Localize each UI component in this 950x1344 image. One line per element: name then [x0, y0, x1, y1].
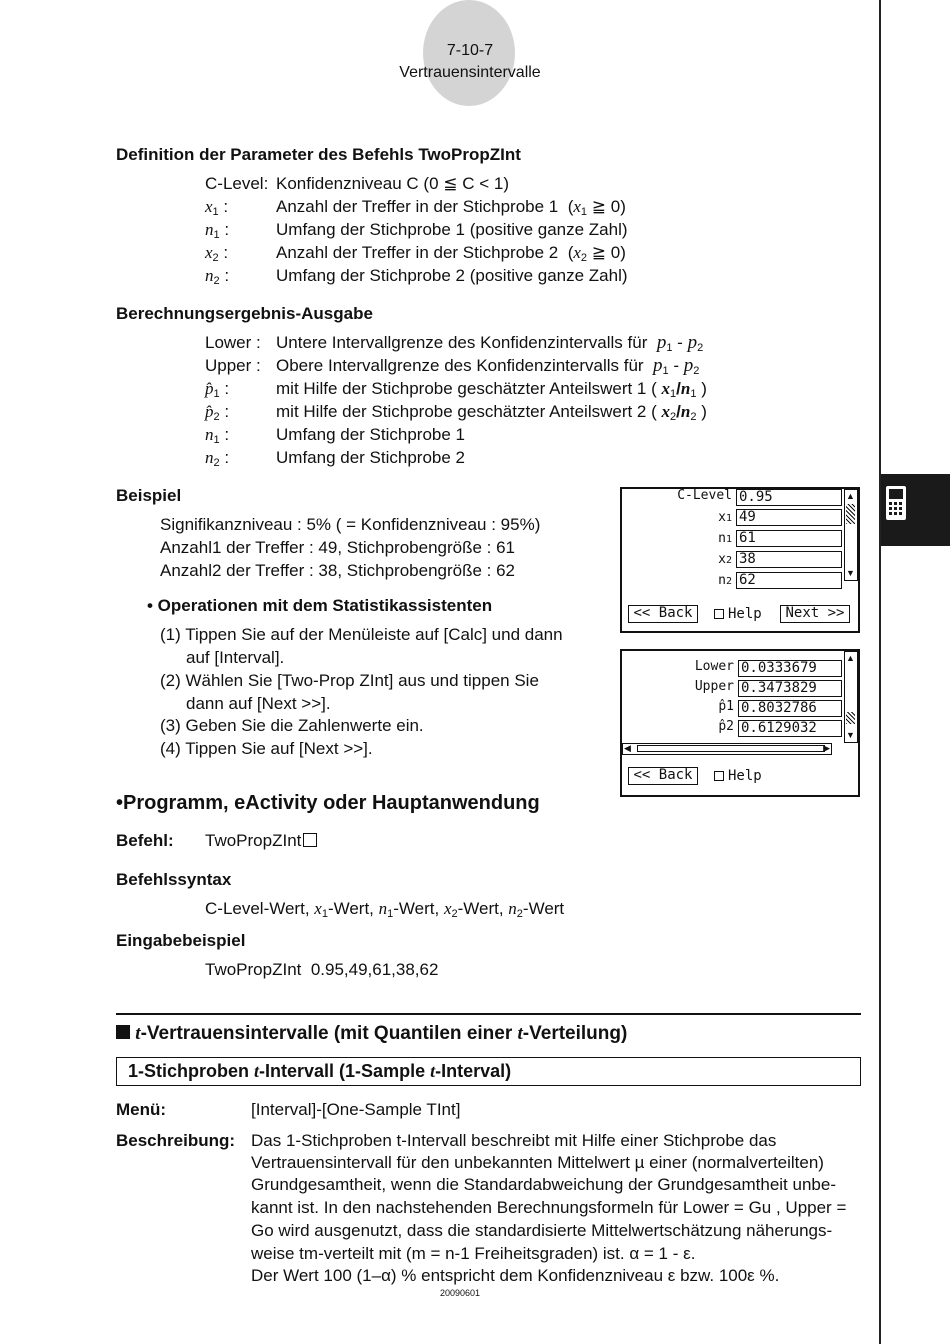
- scroll-down-icon[interactable]: ▼: [846, 730, 855, 740]
- upper-desc: Obere Intervallgrenze des Konfidenzintervalls für: [276, 356, 644, 375]
- calculator-screen-result: [620, 649, 860, 797]
- box-mid: -Intervall (1-Sample: [259, 1061, 431, 1081]
- x1-cond: ≧ 0): [591, 197, 626, 216]
- desc-line: Das 1-Stichproben t-Intervall beschreibt mit Hilfe einer Stichprobe das: [251, 1131, 777, 1150]
- chapter-tab: [881, 474, 950, 546]
- desc-label: Beschreibung:: [116, 1131, 236, 1150]
- back-button[interactable]: << Back: [628, 605, 698, 623]
- field-label-upper: Upper: [694, 679, 734, 694]
- step-item: (1) Tippen Sie auf der Menüleiste auf [Calc] und dann: [160, 625, 563, 644]
- x1-input[interactable]: 49: [736, 509, 842, 526]
- x2-row: Anzahl der Treffer in der Stichprobe 2 ($x_2$ ≧ 0): [276, 243, 626, 264]
- help-label: Help: [728, 768, 762, 784]
- n1-input[interactable]: 61: [736, 530, 842, 547]
- clevel-label: C-Level:: [205, 174, 269, 193]
- step-item: (4) Tippen Sie auf [Next >>].: [160, 739, 373, 758]
- desc-line: kannt ist. In den nachstehenden Berechnungsformeln für Lower = Gu , Upper =: [251, 1198, 847, 1217]
- clevel-input[interactable]: 0.95: [736, 489, 842, 506]
- footer-code: 20090601: [440, 1288, 481, 1298]
- menu-value: [Interval]-[One-Sample TInt]: [251, 1100, 461, 1119]
- out-n2-label: $n_2$ :: [205, 448, 230, 469]
- p1hat-output: 0.8032786: [738, 700, 842, 717]
- field-label-x2: x2: [718, 552, 732, 567]
- back-button[interactable]: << Back: [628, 767, 698, 785]
- out-n1-label: $n_1$ :: [205, 425, 230, 446]
- params-title: Definition der Parameter des Befehls TwoPropZInt: [116, 145, 521, 164]
- square-bullet-icon: [116, 1025, 130, 1039]
- n2-desc: Umfang der Stichprobe 2 (positive ganze Zahl): [276, 266, 628, 285]
- help-checkbox[interactable]: [714, 606, 762, 622]
- scroll-left-icon[interactable]: ◀: [624, 743, 631, 753]
- field-label-p2hat: p̂2: [718, 719, 734, 734]
- next-button[interactable]: Next >>: [780, 605, 850, 623]
- p1hat-row: mit Hilfe der Stichprobe geschätzter Anteilswert 1 ( $x_1/n_1$ ): [276, 379, 707, 400]
- lower-output: 0.0333679: [738, 660, 842, 677]
- desc-line: Vertrauensintervall für den unbekannten Mittelwert µ einer (normalverteilten): [251, 1153, 824, 1172]
- desc-line: Grundgesamtheit, wenn die Standardabweichung der Grundgesamtheit unbe-: [251, 1175, 836, 1194]
- x2-label: $x_2$ :: [205, 243, 229, 264]
- field-label-lower: Lower: [694, 659, 734, 674]
- n2-input[interactable]: 62: [736, 572, 842, 589]
- t-section-title: t-Vertrauensintervalle (mit Quantilen einer t-Verteilung): [116, 1023, 627, 1045]
- input-example-title: Eingabebeispiel: [116, 931, 246, 950]
- calculator-icon: [881, 474, 950, 546]
- x2-desc: Anzahl der Treffer in der Stichprobe 2: [276, 243, 559, 262]
- upper-output: 0.3473829: [738, 680, 842, 697]
- help-label: Help: [728, 606, 762, 622]
- befehl-value: TwoPropZInt: [205, 831, 302, 850]
- x2-input[interactable]: 38: [736, 551, 842, 568]
- subsection-title: 1-Stichproben t-Intervall (1-Sample t-Interval): [128, 1061, 512, 1081]
- syntax-line: C-Level-Wert, $x_1$-Wert, $n_1$-Wert, $x_2$-Wert, $n_2$-Wert: [205, 899, 565, 920]
- field-label-p1hat: p̂1: [718, 699, 734, 714]
- exe-box-icon: [303, 833, 317, 847]
- out-n1-desc: Umfang der Stichprobe 1: [276, 425, 465, 444]
- scrollbar[interactable]: [844, 651, 858, 743]
- scroll-up-icon[interactable]: ▲: [846, 491, 855, 501]
- input-example: TwoPropZInt 0.95,49,61,38,62: [205, 960, 439, 979]
- checkbox-icon[interactable]: [714, 771, 724, 781]
- scroll-thumb[interactable]: [846, 712, 855, 724]
- field-label-x1: x1: [718, 510, 732, 525]
- example-line: Anzahl1 der Treffer : 49, Stichprobengröße : 61: [160, 538, 516, 557]
- befehl-label: Befehl:: [116, 831, 174, 850]
- step-item: auf [Interval].: [186, 648, 285, 667]
- ops-title: • Operationen mit dem Statistikassistenten: [147, 596, 493, 615]
- befehl-row: [205, 830, 317, 852]
- n1-desc: Umfang der Stichprobe 1 (positive ganze Zahl): [276, 220, 628, 239]
- checkbox-icon[interactable]: [714, 609, 724, 619]
- upper-label: Upper :: [205, 356, 261, 375]
- lower-row: Untere Intervallgrenze des Konfidenzintervalls für $p_1 - p_2$: [276, 332, 704, 354]
- desc-line: weise tm-verteilt mit (m = n-1 Freiheitsgraden) ist. α = 1 - ε.: [251, 1244, 696, 1263]
- section-title: Vertrauensintervalle: [399, 64, 541, 81]
- p2hat-row: mit Hilfe der Stichprobe geschätzter Anteilswert 2 ( $x_2/n_2$ ): [276, 402, 707, 423]
- scroll-right-icon[interactable]: ▶: [823, 743, 830, 753]
- section-divider: [116, 1013, 861, 1015]
- p2hat-output: 0.6129032: [738, 720, 842, 737]
- x2-cond: ≧ 0): [591, 243, 626, 262]
- x1-label: $x_1$ :: [205, 197, 229, 218]
- box-pre: 1-Stichproben: [128, 1061, 255, 1081]
- scroll-thumb[interactable]: [637, 745, 825, 752]
- lower-desc: Untere Intervallgrenze des Konfidenzintervalls für: [276, 333, 648, 352]
- syntax-title: Befehlssyntax: [116, 870, 232, 889]
- step-item: (3) Geben Sie die Zahlenwerte ein.: [160, 716, 424, 735]
- scroll-thumb[interactable]: [846, 504, 855, 524]
- page-number: 7-10-7: [446, 42, 494, 59]
- desc-line: Go wird ausgenutzt, dass die standardisierte Mittelwertschätzung näherungs-: [251, 1221, 833, 1240]
- p2hat-label: $p̂_2$ :: [205, 402, 230, 423]
- right-margin-rule: [879, 0, 881, 1344]
- p2hat-desc: mit Hilfe der Stichprobe geschätzter Anteilswert 2 (: [276, 402, 657, 421]
- menu-label: Menü:: [116, 1100, 167, 1119]
- field-label-n2: n2: [718, 573, 732, 588]
- scrollbar[interactable]: [844, 489, 858, 581]
- output-title: Berechnungsergebnis-Ausgabe: [116, 304, 373, 323]
- box-post: -Interval): [435, 1061, 512, 1081]
- example-line: Anzahl2 der Treffer : 38, Stichprobengröße : 62: [160, 561, 516, 580]
- program-title: •Programm, eActivity oder Hauptanwendung: [116, 792, 540, 814]
- calculator-screen-input: [620, 487, 860, 633]
- example-line: Signifikanzniveau : 5% ( = Konfidenzniveau : 95%): [160, 515, 541, 534]
- x1-row: Anzahl der Treffer in der Stichprobe 1 ($x_1$ ≧ 0): [276, 197, 626, 218]
- upper-row: Obere Intervallgrenze des Konfidenzintervalls für $p_1 - p_2$: [276, 355, 700, 377]
- example-title: Beispiel: [116, 486, 182, 505]
- subsection-header-box: [116, 1057, 861, 1086]
- desc-line: Der Wert 100 (1–α) % entspricht dem Konfidenzniveau ε bzw. 100ε %.: [251, 1266, 780, 1285]
- p1hat-label: $p̂_1$ :: [205, 379, 230, 400]
- t-title-pre: -Vertrauensintervalle (mit Quantilen einer: [140, 1023, 518, 1044]
- p1hat-desc: mit Hilfe der Stichprobe geschätzter Anteilswert 1 (: [276, 379, 657, 398]
- step-item: (2) Wählen Sie [Two-Prop ZInt] aus und tippen Sie: [160, 671, 539, 690]
- n1-label: $n_1$ :: [205, 220, 230, 241]
- field-label-clevel: C-Level: [677, 488, 732, 503]
- n2-label: $n_2$ :: [205, 266, 230, 287]
- x1-desc: Anzahl der Treffer in der Stichprobe 1: [276, 197, 559, 216]
- step-item: dann auf [Next >>].: [186, 694, 331, 713]
- scroll-down-icon[interactable]: ▼: [846, 568, 855, 578]
- t-title-post: -Verteilung): [522, 1023, 628, 1044]
- help-checkbox[interactable]: [714, 768, 762, 784]
- horizontal-scrollbar[interactable]: [622, 743, 832, 755]
- scroll-up-icon[interactable]: ▲: [846, 653, 855, 663]
- lower-label: Lower :: [205, 333, 261, 352]
- clevel-desc: Konfidenzniveau C (0 ≦ C < 1): [276, 174, 510, 193]
- out-n2-desc: Umfang der Stichprobe 2: [276, 448, 465, 467]
- field-label-n1: n1: [718, 531, 732, 546]
